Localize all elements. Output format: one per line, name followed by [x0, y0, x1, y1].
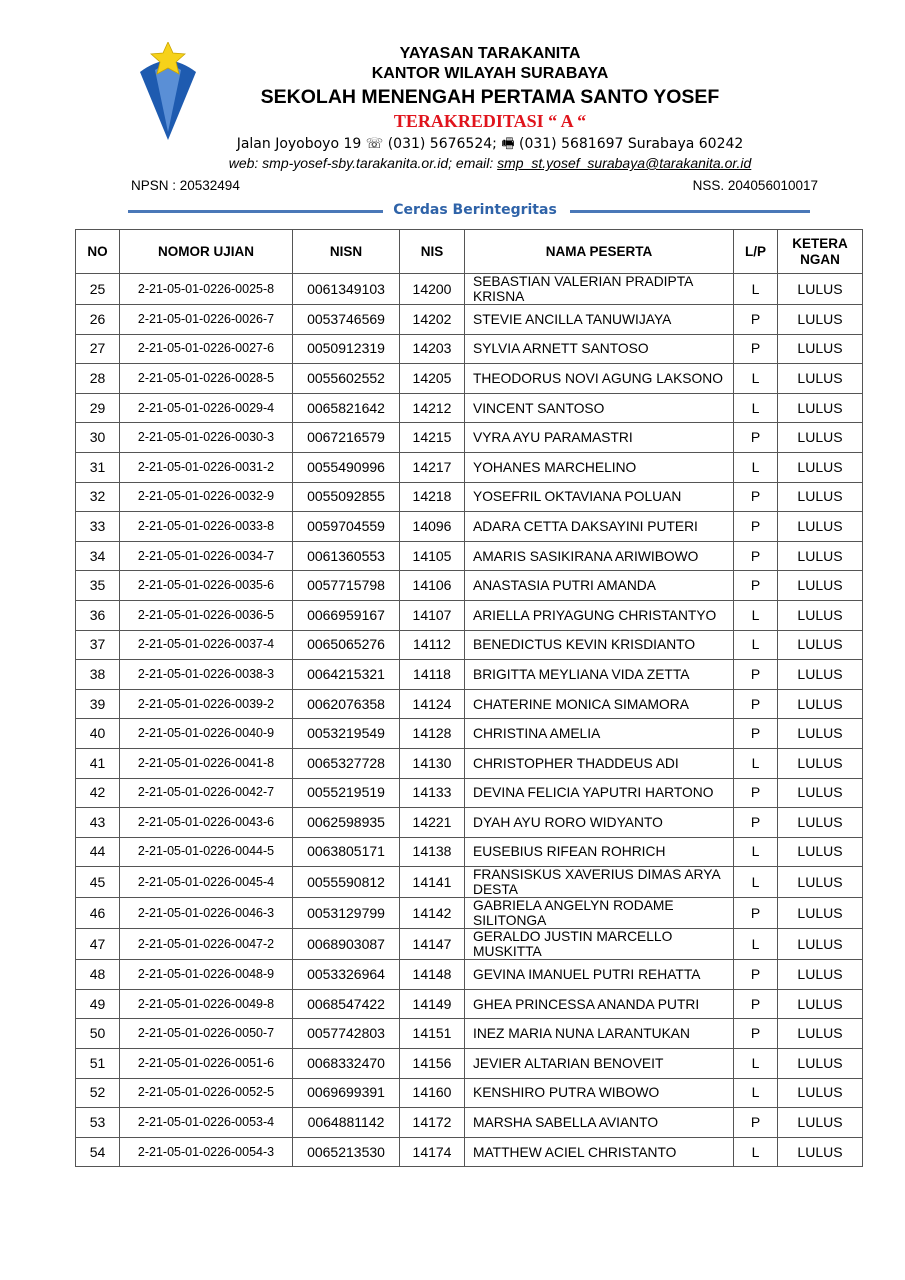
cell-nisn: 0065213530: [293, 1137, 400, 1167]
table-row: [76, 274, 863, 305]
cell-name: YOHANES MARCHELINO: [465, 452, 734, 482]
cell-gender: P: [734, 778, 778, 808]
cell-exam-number: 2-21-05-01-0226-0041-8: [120, 748, 293, 778]
cell-nis: 14174: [400, 1137, 465, 1167]
cell-no: 39: [76, 689, 120, 719]
cell-no: 28: [76, 364, 120, 394]
cell-nisn: 0055092855: [293, 482, 400, 512]
cell-exam-number: 2-21-05-01-0226-0050-7: [120, 1019, 293, 1049]
cell-status: LULUS: [778, 600, 863, 630]
school-name: SEKOLAH MENENGAH PERTAMA SANTO YOSEF: [260, 86, 720, 108]
table-row: [76, 748, 863, 778]
cell-nisn: 0055490996: [293, 452, 400, 482]
cell-nisn: 0062598935: [293, 808, 400, 838]
cell-no: 54: [76, 1137, 120, 1167]
cell-nisn: 0055219519: [293, 778, 400, 808]
cell-exam-number: 2-21-05-01-0226-0026-7: [120, 305, 293, 335]
table-row: [76, 512, 863, 542]
table-row: [76, 630, 863, 660]
graduation-table: [75, 229, 863, 1167]
cell-nisn: 0068332470: [293, 1049, 400, 1079]
cell-nis: 14151: [400, 1019, 465, 1049]
cell-no: 50: [76, 1019, 120, 1049]
cell-nis: 14106: [400, 571, 465, 601]
cell-exam-number: 2-21-05-01-0226-0053-4: [120, 1108, 293, 1138]
cell-nis: 14141: [400, 867, 465, 898]
cell-nisn: 0053326964: [293, 960, 400, 990]
cell-exam-number: 2-21-05-01-0226-0032-9: [120, 482, 293, 512]
cell-name: ARIELLA PRIYAGUNG CHRISTANTYO: [465, 600, 734, 630]
cell-nis: 14149: [400, 989, 465, 1019]
cell-gender: P: [734, 512, 778, 542]
cell-no: 48: [76, 960, 120, 990]
cell-gender: L: [734, 393, 778, 423]
cell-status: LULUS: [778, 808, 863, 838]
table-row: [76, 305, 863, 335]
cell-name: DYAH AYU RORO WIDYANTO: [465, 808, 734, 838]
cell-no: 37: [76, 630, 120, 660]
col-header-exam-number: NOMOR UJIAN: [120, 230, 293, 274]
cell-status: LULUS: [778, 393, 863, 423]
cell-name: SEBASTIAN VALERIAN PRADIPTA KRISNA: [465, 274, 734, 305]
cell-no: 43: [76, 808, 120, 838]
table-row: [76, 1078, 863, 1108]
motto-divider-right: [570, 210, 810, 213]
cell-name: THEODORUS NOVI AGUNG LAKSONO: [465, 364, 734, 394]
cell-nisn: 0063805171: [293, 837, 400, 867]
col-header-name: NAMA PESERTA: [465, 230, 734, 274]
cell-nisn: 0050912319: [293, 334, 400, 364]
cell-gender: P: [734, 660, 778, 690]
cell-gender: L: [734, 1078, 778, 1108]
cell-name: MARSHA SABELLA AVIANTO: [465, 1108, 734, 1138]
cell-status: LULUS: [778, 423, 863, 453]
cell-name: VINCENT SANTOSO: [465, 393, 734, 423]
cell-no: 52: [76, 1078, 120, 1108]
cell-status: LULUS: [778, 482, 863, 512]
cell-no: 33: [76, 512, 120, 542]
cell-name: STEVIE ANCILLA TANUWIJAYA: [465, 305, 734, 335]
web-text: web: smp-yosef-sby.tarakanita.or.id; email:: [228, 155, 498, 171]
cell-nis: 14160: [400, 1078, 465, 1108]
cell-exam-number: 2-21-05-01-0226-0038-3: [120, 660, 293, 690]
col-header-nisn: NISN: [293, 230, 400, 274]
cell-nisn: 0053129799: [293, 898, 400, 929]
cell-no: 46: [76, 898, 120, 929]
cell-status: LULUS: [778, 541, 863, 571]
cell-nisn: 0064215321: [293, 660, 400, 690]
cell-name: JEVIER ALTARIAN BENOVEIT: [465, 1049, 734, 1079]
cell-gender: L: [734, 1049, 778, 1079]
cell-no: 45: [76, 867, 120, 898]
table-header-row: [76, 230, 863, 274]
cell-exam-number: 2-21-05-01-0226-0033-8: [120, 512, 293, 542]
cell-nis: 14200: [400, 274, 465, 305]
cell-nis: 14147: [400, 929, 465, 960]
cell-nisn: 0065065276: [293, 630, 400, 660]
cell-nis: 14133: [400, 778, 465, 808]
table-row: [76, 867, 863, 898]
table-row: [76, 1049, 863, 1079]
cell-no: 38: [76, 660, 120, 690]
cell-no: 32: [76, 482, 120, 512]
table-row: [76, 719, 863, 749]
cell-status: LULUS: [778, 778, 863, 808]
cell-nis: 14217: [400, 452, 465, 482]
web-email-line: [170, 155, 810, 171]
table-body: [76, 274, 863, 1167]
address: Jalan Joyoboyo 19 ☏ (031) 5676524; 🖷 (031) 5681697 Surabaya 60242: [236, 136, 744, 152]
col-header-status: KETERA NGAN: [778, 230, 863, 274]
cell-gender: P: [734, 541, 778, 571]
table-row: [76, 541, 863, 571]
cell-gender: L: [734, 929, 778, 960]
cell-exam-number: 2-21-05-01-0226-0025-8: [120, 274, 293, 305]
cell-nis: 14138: [400, 837, 465, 867]
table-row: [76, 960, 863, 990]
cell-no: 41: [76, 748, 120, 778]
cell-gender: P: [734, 334, 778, 364]
cell-name: GEVINA IMANUEL PUTRI REHATTA: [465, 960, 734, 990]
table-row: [76, 571, 863, 601]
cell-exam-number: 2-21-05-01-0226-0029-4: [120, 393, 293, 423]
cell-nisn: 0065821642: [293, 393, 400, 423]
col-header-no: NO: [76, 230, 120, 274]
cell-name: BENEDICTUS KEVIN KRISDIANTO: [465, 630, 734, 660]
email-link[interactable]: smp_st.yosef_surabaya@tarakanita.or.id: [497, 155, 752, 171]
cell-nisn: 0067216579: [293, 423, 400, 453]
table-row: [76, 689, 863, 719]
cell-name: GHEA PRINCESSA ANANDA PUTRI: [465, 989, 734, 1019]
cell-exam-number: 2-21-05-01-0226-0047-2: [120, 929, 293, 960]
cell-status: LULUS: [778, 1108, 863, 1138]
cell-nisn: 0068903087: [293, 929, 400, 960]
cell-no: 29: [76, 393, 120, 423]
cell-nis: 14215: [400, 423, 465, 453]
cell-nis: 14205: [400, 364, 465, 394]
regional-office: KANTOR WILAYAH SURABAYA: [371, 65, 609, 82]
cell-nisn: 0066959167: [293, 600, 400, 630]
cell-nis: 14112: [400, 630, 465, 660]
cell-name: MATTHEW ACIEL CHRISTANTO: [465, 1137, 734, 1167]
table-row: [76, 929, 863, 960]
cell-nisn: 0055590812: [293, 867, 400, 898]
cell-status: LULUS: [778, 898, 863, 929]
table-row: [76, 837, 863, 867]
cell-nisn: 0069699391: [293, 1078, 400, 1108]
motto: Cerdas Berintegritas: [393, 202, 557, 218]
cell-gender: L: [734, 1137, 778, 1167]
cell-nisn: 0059704559: [293, 512, 400, 542]
cell-exam-number: 2-21-05-01-0226-0034-7: [120, 541, 293, 571]
cell-gender: P: [734, 689, 778, 719]
cell-gender: P: [734, 719, 778, 749]
cell-exam-number: 2-21-05-01-0226-0040-9: [120, 719, 293, 749]
cell-exam-number: 2-21-05-01-0226-0045-4: [120, 867, 293, 898]
cell-exam-number: 2-21-05-01-0226-0030-3: [120, 423, 293, 453]
cell-nis: 14107: [400, 600, 465, 630]
cell-exam-number: 2-21-05-01-0226-0051-6: [120, 1049, 293, 1079]
cell-no: 34: [76, 541, 120, 571]
cell-status: LULUS: [778, 512, 863, 542]
cell-exam-number: 2-21-05-01-0226-0036-5: [120, 600, 293, 630]
cell-name: EUSEBIUS RIFEAN ROHRICH: [465, 837, 734, 867]
cell-status: LULUS: [778, 1019, 863, 1049]
cell-nisn: 0057742803: [293, 1019, 400, 1049]
cell-exam-number: 2-21-05-01-0226-0048-9: [120, 960, 293, 990]
cell-nisn: 0053219549: [293, 719, 400, 749]
cell-no: 44: [76, 837, 120, 867]
cell-exam-number: 2-21-05-01-0226-0031-2: [120, 452, 293, 482]
col-header-gender: L/P: [734, 230, 778, 274]
table-row: [76, 452, 863, 482]
cell-name: SYLVIA ARNETT SANTOSO: [465, 334, 734, 364]
cell-status: LULUS: [778, 748, 863, 778]
cell-nisn: 0064881142: [293, 1108, 400, 1138]
cell-nis: 14212: [400, 393, 465, 423]
motto-divider-left: [128, 210, 383, 213]
cell-gender: P: [734, 305, 778, 335]
cell-nisn: 0065327728: [293, 748, 400, 778]
table-row: [76, 334, 863, 364]
cell-name: ADARA CETTA DAKSAYINI PUTERI: [465, 512, 734, 542]
foundation-name: YAYASAN TARAKANITA: [399, 45, 581, 62]
cell-name: DEVINA FELICIA YAPUTRI HARTONO: [465, 778, 734, 808]
cell-status: LULUS: [778, 1137, 863, 1167]
table-row: [76, 393, 863, 423]
npsn: NPSN : 20532494: [131, 178, 240, 193]
accreditation: TERAKREDITASI “ A “: [393, 111, 587, 131]
cell-gender: L: [734, 748, 778, 778]
cell-no: 25: [76, 274, 120, 305]
cell-exam-number: 2-21-05-01-0226-0037-4: [120, 630, 293, 660]
cell-no: 53: [76, 1108, 120, 1138]
cell-no: 26: [76, 305, 120, 335]
col-header-nis: NIS: [400, 230, 465, 274]
cell-nis: 14203: [400, 334, 465, 364]
cell-gender: L: [734, 274, 778, 305]
cell-no: 30: [76, 423, 120, 453]
cell-nisn: 0057715798: [293, 571, 400, 601]
cell-status: LULUS: [778, 274, 863, 305]
cell-name: CHRISTOPHER THADDEUS ADI: [465, 748, 734, 778]
cell-status: LULUS: [778, 929, 863, 960]
cell-gender: L: [734, 867, 778, 898]
cell-nis: 14142: [400, 898, 465, 929]
cell-gender: P: [734, 423, 778, 453]
cell-status: LULUS: [778, 660, 863, 690]
cell-exam-number: 2-21-05-01-0226-0044-5: [120, 837, 293, 867]
cell-exam-number: 2-21-05-01-0226-0039-2: [120, 689, 293, 719]
cell-gender: L: [734, 600, 778, 630]
cell-gender: P: [734, 960, 778, 990]
cell-exam-number: 2-21-05-01-0226-0035-6: [120, 571, 293, 601]
table-row: [76, 482, 863, 512]
cell-exam-number: 2-21-05-01-0226-0042-7: [120, 778, 293, 808]
cell-gender: P: [734, 989, 778, 1019]
cell-gender: P: [734, 898, 778, 929]
cell-exam-number: 2-21-05-01-0226-0046-3: [120, 898, 293, 929]
cell-no: 36: [76, 600, 120, 630]
cell-nis: 14156: [400, 1049, 465, 1079]
cell-no: 35: [76, 571, 120, 601]
table-row: [76, 808, 863, 838]
cell-name: KENSHIRO PUTRA WIBOWO: [465, 1078, 734, 1108]
cell-no: 47: [76, 929, 120, 960]
cell-nis: 14096: [400, 512, 465, 542]
cell-gender: P: [734, 1019, 778, 1049]
cell-exam-number: 2-21-05-01-0226-0028-5: [120, 364, 293, 394]
cell-nis: 14218: [400, 482, 465, 512]
cell-status: LULUS: [778, 1078, 863, 1108]
cell-name: INEZ MARIA NUNA LARANTUKAN: [465, 1019, 734, 1049]
cell-status: LULUS: [778, 1049, 863, 1079]
cell-status: LULUS: [778, 334, 863, 364]
cell-name: FRANSISKUS XAVERIUS DIMAS ARYA DESTA: [465, 867, 734, 898]
table-row: [76, 1108, 863, 1138]
cell-status: LULUS: [778, 364, 863, 394]
cell-gender: P: [734, 482, 778, 512]
table-row: [76, 1137, 863, 1167]
cell-name: CHATERINE MONICA SIMAMORA: [465, 689, 734, 719]
cell-nisn: 0061360553: [293, 541, 400, 571]
table-row: [76, 423, 863, 453]
cell-nis: 14105: [400, 541, 465, 571]
cell-gender: P: [734, 1108, 778, 1138]
cell-no: 27: [76, 334, 120, 364]
table-row: [76, 898, 863, 929]
cell-status: LULUS: [778, 571, 863, 601]
cell-status: LULUS: [778, 689, 863, 719]
cell-exam-number: 2-21-05-01-0226-0049-8: [120, 989, 293, 1019]
cell-status: LULUS: [778, 452, 863, 482]
cell-status: LULUS: [778, 837, 863, 867]
cell-name: GERALDO JUSTIN MARCELLO MUSKITTA: [465, 929, 734, 960]
cell-nis: 14221: [400, 808, 465, 838]
table-row: [76, 989, 863, 1019]
cell-gender: P: [734, 808, 778, 838]
cell-name: ANASTASIA PUTRI AMANDA: [465, 571, 734, 601]
cell-no: 40: [76, 719, 120, 749]
cell-no: 51: [76, 1049, 120, 1079]
cell-name: YOSEFRIL OKTAVIANA POLUAN: [465, 482, 734, 512]
nss: NSS. 204056010017: [692, 178, 818, 193]
cell-nisn: 0068547422: [293, 989, 400, 1019]
table-row: [76, 600, 863, 630]
cell-exam-number: 2-21-05-01-0226-0027-6: [120, 334, 293, 364]
cell-nisn: 0062076358: [293, 689, 400, 719]
cell-gender: P: [734, 571, 778, 601]
cell-exam-number: 2-21-05-01-0226-0052-5: [120, 1078, 293, 1108]
cell-no: 42: [76, 778, 120, 808]
cell-status: LULUS: [778, 630, 863, 660]
cell-status: LULUS: [778, 305, 863, 335]
cell-nis: 14202: [400, 305, 465, 335]
cell-status: LULUS: [778, 719, 863, 749]
cell-nisn: 0055602552: [293, 364, 400, 394]
cell-exam-number: 2-21-05-01-0226-0054-3: [120, 1137, 293, 1167]
cell-status: LULUS: [778, 989, 863, 1019]
table-row: [76, 660, 863, 690]
cell-nis: 14118: [400, 660, 465, 690]
cell-no: 31: [76, 452, 120, 482]
cell-gender: L: [734, 452, 778, 482]
cell-name: BRIGITTA MEYLIANA VIDA ZETTA: [465, 660, 734, 690]
cell-nis: 14130: [400, 748, 465, 778]
cell-exam-number: 2-21-05-01-0226-0043-6: [120, 808, 293, 838]
cell-status: LULUS: [778, 960, 863, 990]
cell-nis: 14124: [400, 689, 465, 719]
cell-gender: L: [734, 630, 778, 660]
cell-name: CHRISTINA AMELIA: [465, 719, 734, 749]
cell-name: AMARIS SASIKIRANA ARIWIBOWO: [465, 541, 734, 571]
cell-nis: 14148: [400, 960, 465, 990]
cell-nisn: 0061349103: [293, 274, 400, 305]
cell-no: 49: [76, 989, 120, 1019]
cell-status: LULUS: [778, 867, 863, 898]
cell-gender: L: [734, 837, 778, 867]
cell-name: GABRIELA ANGELYN RODAME SILITONGA: [465, 898, 734, 929]
table-row: [76, 778, 863, 808]
cell-nis: 14172: [400, 1108, 465, 1138]
cell-nisn: 0053746569: [293, 305, 400, 335]
cell-nis: 14128: [400, 719, 465, 749]
table-row: [76, 364, 863, 394]
cell-gender: L: [734, 364, 778, 394]
table-row: [76, 1019, 863, 1049]
cell-name: VYRA AYU PARAMASTRI: [465, 423, 734, 453]
